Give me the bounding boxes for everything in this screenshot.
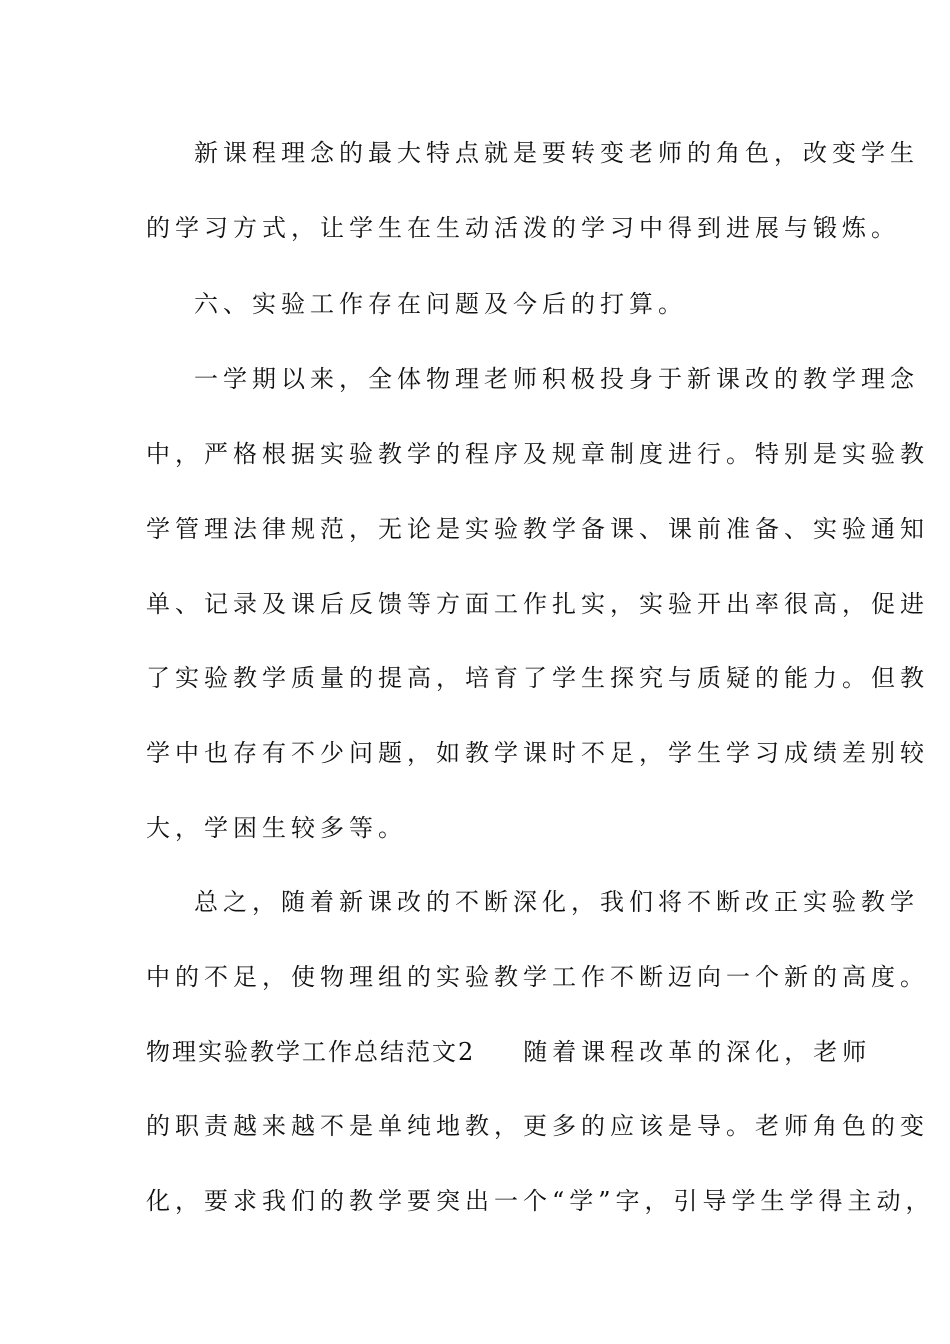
paragraph-line: 化，要求我们的教学要突出一个“学”字，引导学生学得主动， xyxy=(146,1187,935,1215)
paragraph-line: 学中也存有不少问题，如教学课时不足，学生学习成绩差别较 xyxy=(146,739,929,767)
paragraph-line: 一学期以来，全体物理老师积极投身于新课改的教学理念 xyxy=(194,365,919,393)
paragraph-line: 学管理法律规范，无论是实验教学备课、课前准备、实验通知 xyxy=(146,515,929,543)
section-title-line xyxy=(146,1035,872,1069)
paragraph-line: 的学习方式，让学生在生动活泼的学习中得到进展与锻炼。 xyxy=(146,214,900,242)
paragraph-line: 单、记录及课后反馈等方面工作扎实，实验开出率很高，促进 xyxy=(146,590,929,618)
paragraph-line: 的职责越来越不是单纯地教，更多的应该是导。老师角色的变 xyxy=(146,1112,929,1140)
paragraph-line: 大，学困生较多等。 xyxy=(146,814,407,842)
paragraph-line: 了实验教学质量的提高，培育了学生探究与质疑的能力。但教 xyxy=(146,664,929,692)
paragraph-line: 中，严格根据实验教学的程序及规章制度进行。特别是实验教 xyxy=(146,440,929,468)
paragraph-line: 总之，随着新课改的不断深化，我们将不断改正实验教学 xyxy=(194,888,919,916)
paragraph-line: 中的不足，使物理组的实验教学工作不断迈向一个新的高度。 xyxy=(146,963,929,991)
section-intro: 随着课程改革的深化，老师 xyxy=(523,1038,872,1066)
section-heading: 六、实验工作存在问题及今后的打算。 xyxy=(194,290,687,318)
paragraph-line: 新课程理念的最大特点就是要转变老师的角色，改变学生 xyxy=(194,139,919,167)
section-title: 物理实验教学工作总结范文2 xyxy=(146,1038,476,1066)
